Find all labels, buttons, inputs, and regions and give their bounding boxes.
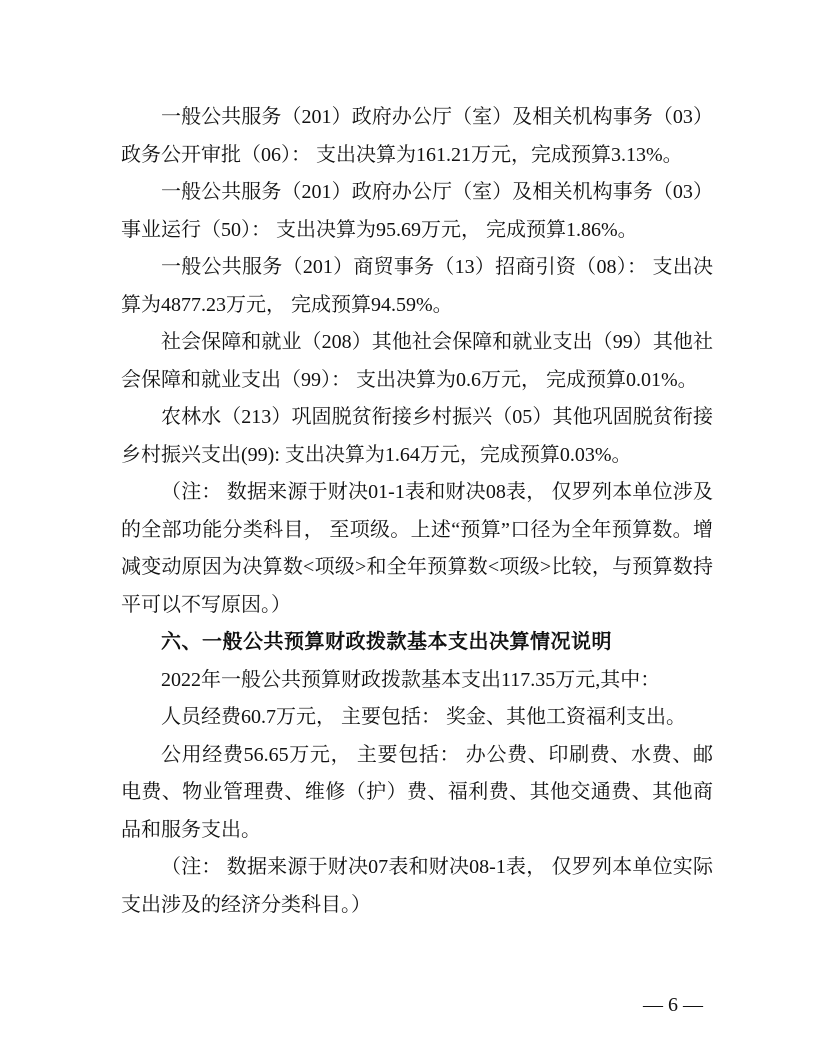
paragraph-functional-item-4: 社会保障和就业（208）其他社会保障和就业支出（99）其他社会保障和就业支出（99）： 支出决算为0.6万元， 完成预算0.01%。 bbox=[121, 331, 713, 391]
paragraph-functional-item-5: 农林水（213）巩固脱贫衔接乡村振兴（05）其他巩固脱贫衔接乡村振兴支出(99): 支出决算为1.64万元，完成预算0.03%。 bbox=[121, 406, 713, 466]
paragraph-basic-note: （注： 数据来源于财决07表和财决08-1表， 仅罗列本单位实际支出涉及的经济分类科目。） bbox=[121, 856, 713, 916]
paragraph-functional-item-1: 一般公共服务（201）政府办公厅（室）及相关机构事务（03）政务公开审批（06）： 支出决算为161.21万元，完成预算3.13%。 bbox=[121, 106, 713, 166]
paragraph-functional-item-3: 一般公共服务（201）商贸事务（13）招商引资（08）： 支出决算为4877.23万元， 完成预算94.59%。 bbox=[121, 256, 713, 316]
paragraph-basic-total: 2022年一般公共预算财政拨款基本支出117.35万元,其中： bbox=[161, 668, 661, 691]
paragraph-basic-public-funds: 公用经费56.65万元， 主要包括： 办公费、印刷费、水费、邮电费、物业管理费、维修（护）费、福利费、其他交通费、其他商品和服务支出。 bbox=[121, 743, 713, 841]
document-body bbox=[121, 99, 713, 924]
paragraph-functional-note: （注： 数据来源于财决01-1表和财决08表， 仅罗列本单位涉及的全部功能分类科目， 至项级。上述“预算”口径为全年预算数。增减变动原因为决算数<项级>和全年预算数<项级>比较，与预算数持平可以不写原因。） bbox=[121, 481, 713, 616]
page-number: — 6 — bbox=[643, 994, 703, 1016]
section-heading: 六、一般公共预算财政拨款基本支出决算情况说明 bbox=[161, 631, 612, 653]
paragraph-functional-item-2: 一般公共服务（201）政府办公厅（室）及相关机构事务（03）事业运行（50）： 支出决算为95.69万元， 完成预算1.86%。 bbox=[121, 181, 713, 241]
paragraph-basic-personnel: 人员经费60.7万元， 主要包括： 奖金、其他工资福利支出。 bbox=[161, 706, 686, 728]
